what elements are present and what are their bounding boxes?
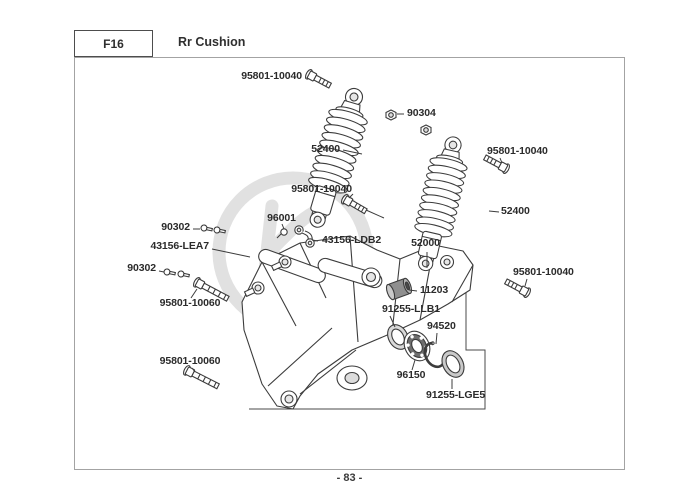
bolt-95801-10040-top-drawing <box>304 69 332 91</box>
page-title: Rr Cushion <box>178 35 246 49</box>
screw-90302-lower-a-drawing <box>163 268 175 276</box>
nut-90304-drawing <box>386 110 396 120</box>
part-label-43156-ldb2: 43156-LDB2 <box>322 234 382 246</box>
screw-90302-upper-a-drawing <box>200 224 212 232</box>
part-label-90302-upper: 90302 <box>161 221 190 233</box>
part-label-95801-10040-right-upper: 95801-10040 <box>487 145 548 157</box>
part-label-95801-10040-right-lower: 95801-10040 <box>513 266 574 278</box>
page-number: - 83 - <box>336 472 363 484</box>
bolt-95801-10040-right-lower-drawing <box>503 277 531 299</box>
screw-90302-lower-b-drawing <box>177 270 189 278</box>
part-label-95801-10040-left-lower: 95801-10040 <box>291 183 352 195</box>
part-label-90302-lower: 90302 <box>127 262 156 274</box>
part-label-95801-10060-upper: 95801-10060 <box>159 297 221 309</box>
part-label-91255-lge5: 91255-LGE5 <box>426 389 486 401</box>
part-label-95801-10060-lower: 95801-10060 <box>159 355 221 367</box>
part-label-11203: 11203 <box>420 284 449 296</box>
part-label-96150: 96150 <box>396 369 426 381</box>
part-label-52400-right: 52400 <box>501 205 530 217</box>
part-label-94520: 94520 <box>427 320 456 332</box>
part-label-91255-llb1: 91255-LLB1 <box>382 303 440 315</box>
section-code: F16 <box>103 36 124 51</box>
part-label-95801-10040-top: 95801-10040 <box>241 70 302 82</box>
part-label-52400-left: 52400 <box>311 143 340 155</box>
section-code-box <box>74 30 153 57</box>
nut-90304-second-drawing <box>421 125 431 135</box>
part-label-96001: 96001 <box>267 212 296 224</box>
part-label-90304: 90304 <box>407 107 436 119</box>
part-label-43156-lea7: 43156-LEA7 <box>150 240 209 252</box>
bolt-95801-10060-lower-drawing <box>182 365 220 391</box>
part-label-52000: 52000 <box>411 237 440 249</box>
